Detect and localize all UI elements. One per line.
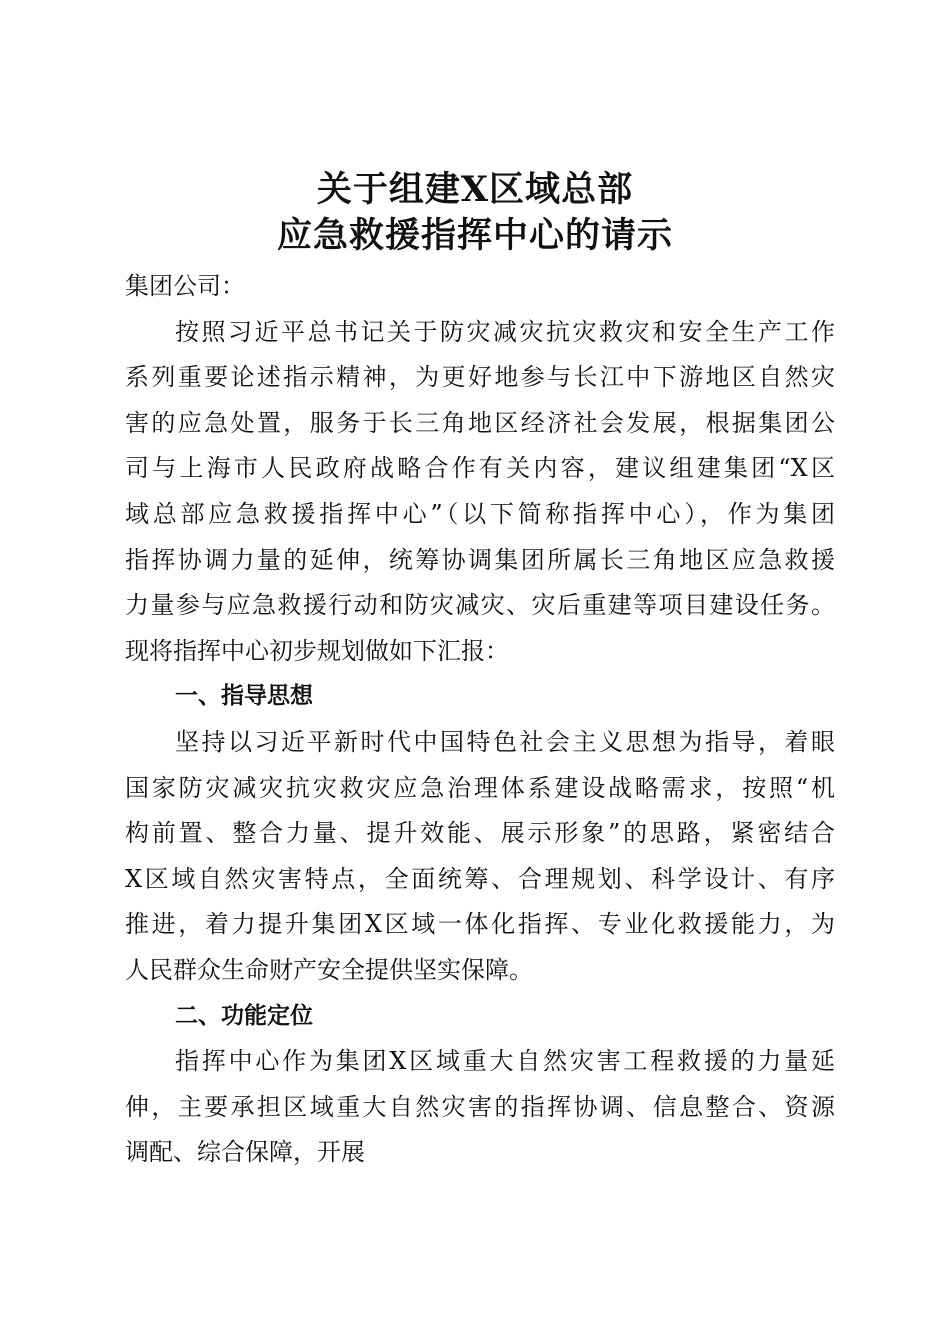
section-heading-guiding-thought: 一、指导思想 <box>175 683 313 710</box>
paragraph-1-line: 司与上海市人民政府战略合作有关内容，建议组建集团“X区 <box>125 454 835 483</box>
paragraph-3-line: 指挥中心作为集团X区域重大自然灾害工程救援的力量延 <box>175 1047 835 1076</box>
paragraph-1-line: 系列重要论述指示精神，为更好地参与长江中下游地区自然灾 <box>125 363 835 392</box>
paragraph-1-line: 指挥协调力量的延伸，统筹协调集团所属长三角地区应急救援 <box>125 545 835 574</box>
paragraph-2-line: X区域自然灾害特点，全面统筹、合理规划、科学设计、有序 <box>125 864 835 893</box>
paragraph-1-line: 域总部应急救援指挥中心”（以下简称指挥中心），作为集团 <box>125 499 835 528</box>
section-heading-function-positioning: 二、功能定位 <box>175 1002 313 1029</box>
paragraph-2-line: 推进，着力提升集团X区域一体化指挥、专业化救援能力，为 <box>125 910 835 939</box>
paragraph-2-line: 国家防灾减灾抗灾救灾应急治理体系建设战略需求，按照“机 <box>125 773 835 802</box>
paragraph-3-line: 伸，主要承担区域重大自然灾害的指挥协调、信息整合、资源 <box>125 1092 835 1121</box>
document-title-line-1: 关于组建X区域总部 <box>316 169 634 210</box>
paragraph-2-line: 坚持以习近平新时代中国特色社会主义思想为指导，着眼 <box>175 727 835 756</box>
paragraph-1-line: 按照习近平总书记关于防灾减灾抗灾救灾和安全生产工作 <box>175 317 835 346</box>
paragraph-1-line: 现将指挥中心初步规划做如下汇报： <box>125 636 509 665</box>
paragraph-3-line: 调配、综合保障，开展 <box>125 1138 365 1167</box>
document-title-line-2: 应急救援指挥中心的请示 <box>276 215 673 256</box>
paragraph-2-line: 人民群众生命财产安全提供坚实保障。 <box>125 955 533 984</box>
paragraph-1-line: 害的应急处置，服务于长三角地区经济社会发展，根据集团公 <box>125 408 835 437</box>
paragraph-2-line: 构前置、整合力量、提升效能、展示形象”的思路，紧密结合 <box>125 819 835 848</box>
paragraph-1-line: 力量参与应急救援行动和防灾减灾、灾后重建等项目建设任务。 <box>125 591 835 620</box>
salutation: 集团公司： <box>125 272 245 300</box>
document-body <box>125 264 835 1176</box>
